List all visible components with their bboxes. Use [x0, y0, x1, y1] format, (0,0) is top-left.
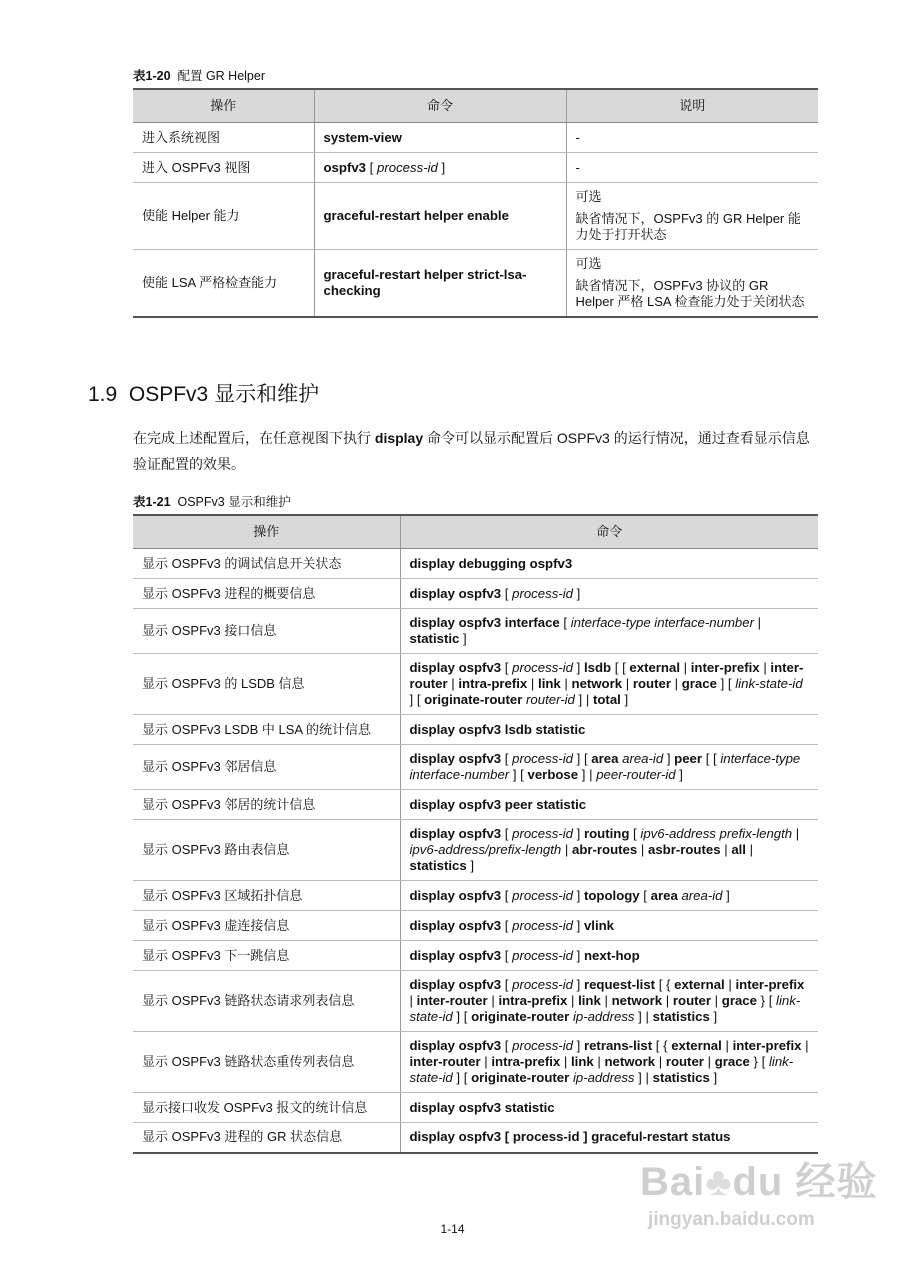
command-cell: [400, 745, 818, 790]
command-syntax: |: [600, 993, 612, 1008]
command-argument: area-id: [681, 887, 723, 903]
command-keyword: ospfv3: [323, 159, 367, 175]
command-keyword: network: [571, 676, 623, 691]
operation-cell: 显示 OSPFv3 链路状态重传列表信息: [133, 1032, 400, 1093]
command-syntax: ]: [709, 1009, 718, 1024]
command-keyword: network: [604, 1054, 656, 1069]
command-argument: process-id: [377, 159, 438, 175]
baidu-watermark: Bai♣du 经验 jingyan.baidu.com: [640, 1160, 878, 1230]
command-keyword: originate-router: [471, 1009, 570, 1024]
command-argument: process-id: [512, 887, 573, 903]
command-argument: ipv6-address prefix-length: [640, 826, 793, 841]
command-keyword: network: [611, 993, 663, 1008]
command-syntax: |: [759, 660, 771, 675]
command-cell: [400, 609, 818, 654]
command-syntax: |: [560, 676, 572, 691]
command-cell: [314, 123, 566, 153]
command-syntax: ]: [572, 826, 584, 841]
command-syntax: ] [: [452, 1009, 472, 1024]
command-syntax: |: [754, 615, 762, 630]
operation-cell: 显示 OSPFv3 区域拓扑信息: [133, 881, 400, 911]
command-syntax: [: [501, 585, 513, 601]
page-number: 1-14: [440, 1222, 465, 1236]
command-keyword: display ospfv3 [ process-id ] graceful-restart status: [409, 1129, 731, 1145]
command-syntax: |: [409, 993, 417, 1008]
command-syntax: |: [801, 1038, 809, 1053]
command-keyword: inter-prefix: [732, 1038, 802, 1053]
command-syntax: ]: [709, 1070, 718, 1085]
command-syntax: ] |: [578, 767, 597, 782]
command-cell: [314, 153, 566, 183]
command-syntax: |: [655, 1054, 666, 1069]
command-syntax: |: [560, 1054, 571, 1069]
command-syntax: ]: [572, 1038, 584, 1053]
table2-caption: 表1-21 OSPFv3 显示和维护: [133, 495, 291, 509]
command-syntax: [: [559, 615, 571, 630]
command-keyword: display ospfv3: [409, 660, 502, 675]
description-text: -: [575, 129, 580, 145]
command-keyword: system-view: [323, 129, 402, 145]
description-text: -: [575, 159, 580, 175]
command-keyword: router: [665, 1054, 704, 1069]
command-keyword: display ospfv3: [409, 887, 502, 903]
command-syntax: |: [447, 676, 459, 691]
command-cell: [400, 971, 818, 1032]
command-syntax: [: [501, 660, 513, 675]
command-syntax: ] |: [634, 1009, 653, 1024]
table-row: [133, 1093, 818, 1123]
command-keyword: intra-prefix: [498, 993, 568, 1008]
command-cell: [400, 820, 818, 881]
command-argument: interface-type interface-number: [409, 751, 801, 782]
operation-cell: 进入 OSPFv3 视图: [133, 153, 314, 183]
command-syntax: ]: [722, 887, 730, 903]
operation-cell: 显示 OSPFv3 LSDB 中 LSA 的统计信息: [133, 715, 400, 745]
table-row: [133, 790, 818, 820]
command-keyword: display ospfv3 interface: [409, 615, 560, 630]
command-syntax: ]: [572, 977, 584, 992]
command-keyword: display ospfv3: [409, 977, 502, 992]
command-keyword: statistics: [409, 858, 467, 873]
command-keyword: topology: [583, 887, 640, 903]
command-syntax: ]: [572, 947, 584, 963]
command-keyword: statistics: [652, 1009, 710, 1024]
column-header: 操作: [133, 89, 314, 123]
command-syntax: [: [501, 751, 513, 766]
command-syntax: ]: [572, 887, 584, 903]
command-keyword: link: [578, 993, 601, 1008]
command-syntax: ] [: [572, 751, 592, 766]
table-row: [133, 250, 818, 318]
command-keyword: inter-router: [409, 1054, 481, 1069]
operation-cell: 显示 OSPFv3 链路状态请求列表信息: [133, 971, 400, 1032]
command-syntax: [: [366, 159, 378, 175]
command-keyword: all: [731, 842, 746, 857]
command-keyword: request-list: [583, 977, 656, 992]
table-row: [133, 1123, 818, 1153]
command-cell: [400, 941, 818, 971]
command-syntax: [ [: [702, 751, 721, 766]
command-syntax: |: [637, 842, 648, 857]
command-argument: router-id: [526, 692, 575, 707]
operation-cell: 显示 OSPFv3 进程的概要信息: [133, 579, 400, 609]
command-keyword: inter-router: [416, 993, 488, 1008]
command-syntax: |: [711, 993, 722, 1008]
command-keyword: external: [629, 660, 680, 675]
operation-cell: 使能 LSA 严格检查能力: [133, 250, 314, 318]
command-syntax: [ [: [611, 660, 630, 675]
command-cell: [400, 1123, 818, 1153]
command-syntax: ]: [572, 585, 581, 601]
command-cell: [400, 1032, 818, 1093]
command-argument: link-state-id: [735, 676, 803, 691]
command-argument: process-id: [512, 1038, 573, 1053]
column-header: 操作: [133, 515, 400, 549]
table-row: [133, 654, 818, 715]
command-keyword: next-hop: [583, 947, 640, 963]
command-syntax: [: [629, 826, 641, 841]
command-argument: link-state-id: [409, 993, 801, 1024]
command-keyword: display ospfv3 statistic: [409, 1099, 555, 1115]
command-keyword: inter-prefix: [735, 977, 805, 992]
table-row: [133, 881, 818, 911]
command-syntax: ]: [437, 159, 446, 175]
command-keyword: link: [538, 676, 561, 691]
operation-cell: 显示 OSPFv3 邻居的统计信息: [133, 790, 400, 820]
command-argument: ip-address: [572, 1009, 635, 1024]
command-keyword: inter-router: [409, 660, 804, 691]
command-syntax: |: [703, 1054, 715, 1069]
description-text: 缺省情况下，OSPFv3 的 GR Helper 能力处于打开状态: [575, 211, 801, 242]
display-maintenance-table: [133, 514, 818, 1154]
table-row: [133, 153, 818, 183]
command-argument: process-id: [512, 977, 573, 992]
column-header: 说明: [566, 89, 818, 123]
operation-cell: 显示 OSPFv3 路由表信息: [133, 820, 400, 881]
command-syntax: ]: [572, 660, 584, 675]
command-syntax: |: [561, 842, 572, 857]
gr-helper-table: [133, 88, 818, 318]
command-keyword: grace: [721, 993, 757, 1008]
command-keyword: grace: [681, 676, 717, 691]
table-row: [133, 549, 818, 579]
command-keyword: retrans-list: [583, 1038, 653, 1053]
command-cell: [314, 183, 566, 250]
command-cell: [400, 881, 818, 911]
command-syntax: |: [724, 977, 736, 992]
command-syntax: ] |: [634, 1070, 653, 1085]
command-cell: [400, 654, 818, 715]
table-row: [133, 745, 818, 790]
table-row: [133, 123, 818, 153]
description-text: 缺省情况下，OSPFv3 协议的 GR Helper 严格 LSA 检查能力处于关闭状态: [575, 278, 805, 309]
section-paragraph: 在完成上述配置后，在任意视图下执行 display 命令可以显示配置后 OSPFv3 的运行情况，通过查看显示信息验证配置的效果。: [133, 430, 810, 472]
command-syntax: |: [527, 676, 539, 691]
column-header: 命令: [400, 515, 818, 549]
command-keyword: external: [674, 977, 725, 992]
command-syntax: |: [567, 993, 579, 1008]
command-argument: ipv6-address/prefix-length: [409, 842, 562, 857]
command-argument: process-id: [512, 585, 573, 601]
command-cell: [400, 549, 818, 579]
description-cell: [566, 153, 818, 183]
command-cell: [400, 1093, 818, 1123]
description-cell: [566, 250, 818, 318]
command-syntax: |: [792, 826, 800, 841]
operation-cell: 显示 OSPFv3 的 LSDB 信息: [133, 654, 400, 715]
command-syntax: ]: [675, 767, 683, 782]
command-cell: [400, 579, 818, 609]
command-keyword: display ospfv3 lsdb statistic: [409, 721, 586, 737]
command-keyword: vlink: [583, 917, 615, 933]
command-keyword: peer: [674, 751, 703, 766]
command-keyword: display ospfv3 peer statistic: [409, 796, 587, 812]
command-keyword: link: [571, 1054, 594, 1069]
command-syntax: [: [501, 1038, 513, 1053]
command-keyword: display ospfv3: [409, 1038, 502, 1053]
command-syntax: |: [670, 676, 682, 691]
command-keyword: external: [671, 1038, 722, 1053]
command-keyword: originate-router: [471, 1070, 570, 1085]
command-syntax: [: [501, 917, 513, 933]
description-cell: [566, 123, 818, 153]
command-syntax: ]: [466, 858, 475, 873]
command-keyword: display ospfv3: [409, 751, 502, 766]
command-argument: process-id: [512, 751, 573, 766]
operation-cell: 显示接口收发 OSPFv3 报文的统计信息: [133, 1093, 400, 1123]
operation-cell: 进入系统视图: [133, 123, 314, 153]
command-keyword: area: [650, 887, 678, 903]
command-keyword: display debugging ospfv3: [409, 555, 573, 571]
command-syntax: [ {: [652, 1038, 672, 1053]
table-row: [133, 609, 818, 654]
command-keyword: grace: [714, 1054, 750, 1069]
command-keyword: asbr-routes: [647, 842, 721, 857]
command-argument: interface-type interface-number: [570, 615, 754, 630]
command-syntax: |: [622, 676, 633, 691]
table-row: [133, 971, 818, 1032]
command-syntax: ]: [663, 751, 675, 766]
table-row: [133, 941, 818, 971]
command-argument: peer-router-id: [596, 767, 676, 782]
table-row: [133, 911, 818, 941]
command-keyword: router: [672, 993, 712, 1008]
description-text: 可选: [575, 189, 602, 204]
command-argument: process-id: [512, 917, 573, 933]
command-syntax: ] [: [509, 767, 528, 782]
command-cell: [400, 911, 818, 941]
command-keyword: lsdb: [583, 660, 612, 675]
command-keyword: abr-routes: [572, 842, 638, 857]
command-keyword: inter-prefix: [690, 660, 760, 675]
command-syntax: } [: [749, 1054, 769, 1069]
operation-cell: 显示 OSPFv3 的调试信息开关状态: [133, 549, 400, 579]
command-syntax: |: [720, 842, 732, 857]
command-argument: process-id: [512, 947, 573, 963]
operation-cell: 显示 OSPFv3 接口信息: [133, 609, 400, 654]
command-syntax: ] [: [716, 676, 736, 691]
command-syntax: } [: [756, 993, 777, 1008]
command-keyword: display ospfv3: [409, 585, 502, 601]
command-argument: ip-address: [572, 1070, 635, 1085]
operation-cell: 显示 OSPFv3 进程的 GR 状态信息: [133, 1123, 400, 1153]
command-keyword: originate-router: [424, 692, 523, 707]
command-syntax: |: [487, 993, 499, 1008]
command-syntax: ] [: [452, 1070, 472, 1085]
command-syntax: ]: [572, 917, 584, 933]
command-syntax: |: [480, 1054, 492, 1069]
command-keyword: intra-prefix: [491, 1054, 561, 1069]
table1-caption: 表1-20 配置 GR Helper: [133, 69, 266, 83]
command-syntax: |: [721, 1038, 733, 1053]
operation-cell: 显示 OSPFv3 下一跳信息: [133, 941, 400, 971]
command-argument: process-id: [512, 826, 573, 841]
command-keyword: graceful-restart helper enable: [323, 208, 509, 223]
description-cell: [566, 183, 818, 250]
command-syntax: [: [501, 977, 513, 992]
command-keyword: router: [632, 676, 671, 691]
command-keyword: statistics: [652, 1070, 710, 1085]
command-cell: [314, 250, 566, 318]
command-keyword: display ospfv3: [409, 826, 502, 841]
command-keyword: verbose: [527, 767, 579, 782]
command-keyword: intra-prefix: [458, 676, 528, 691]
operation-cell: 显示 OSPFv3 虚连接信息: [133, 911, 400, 941]
command-argument: link-state-id: [409, 1054, 794, 1085]
section-heading: 1.9 OSPFv3 显示和维护: [88, 383, 320, 406]
command-syntax: |: [662, 993, 673, 1008]
table-row: [133, 1032, 818, 1093]
command-syntax: ] |: [574, 692, 593, 707]
command-syntax: ] [: [409, 692, 425, 707]
command-syntax: |: [680, 660, 691, 675]
command-syntax: [: [501, 887, 513, 903]
command-cell: [400, 715, 818, 745]
command-syntax: ]: [459, 631, 467, 646]
operation-cell: 使能 Helper 能力: [133, 183, 314, 250]
command-argument: area-id: [622, 751, 664, 766]
operation-cell: 显示 OSPFv3 邻居信息: [133, 745, 400, 790]
command-keyword: routing: [583, 826, 630, 841]
command-keyword: statistic: [409, 631, 460, 646]
command-keyword: total: [592, 692, 621, 707]
command-keyword: area: [591, 751, 619, 766]
table-row: [133, 715, 818, 745]
command-syntax: [ {: [655, 977, 675, 992]
table-row: [133, 183, 818, 250]
table-row: [133, 579, 818, 609]
command-syntax: |: [745, 842, 754, 857]
command-syntax: [: [639, 887, 651, 903]
command-keyword: display ospfv3: [409, 947, 502, 963]
column-header: 命令: [314, 89, 566, 123]
command-argument: process-id: [512, 660, 573, 675]
command-syntax: |: [593, 1054, 605, 1069]
command-keyword: graceful-restart helper strict-lsa-checking: [323, 267, 527, 298]
command-syntax: [: [501, 947, 513, 963]
command-cell: [400, 790, 818, 820]
table-row: [133, 820, 818, 881]
description-text: 可选: [575, 256, 602, 271]
command-syntax: ]: [620, 692, 629, 707]
command-syntax: [: [501, 826, 513, 841]
command-keyword: display ospfv3: [409, 917, 502, 933]
